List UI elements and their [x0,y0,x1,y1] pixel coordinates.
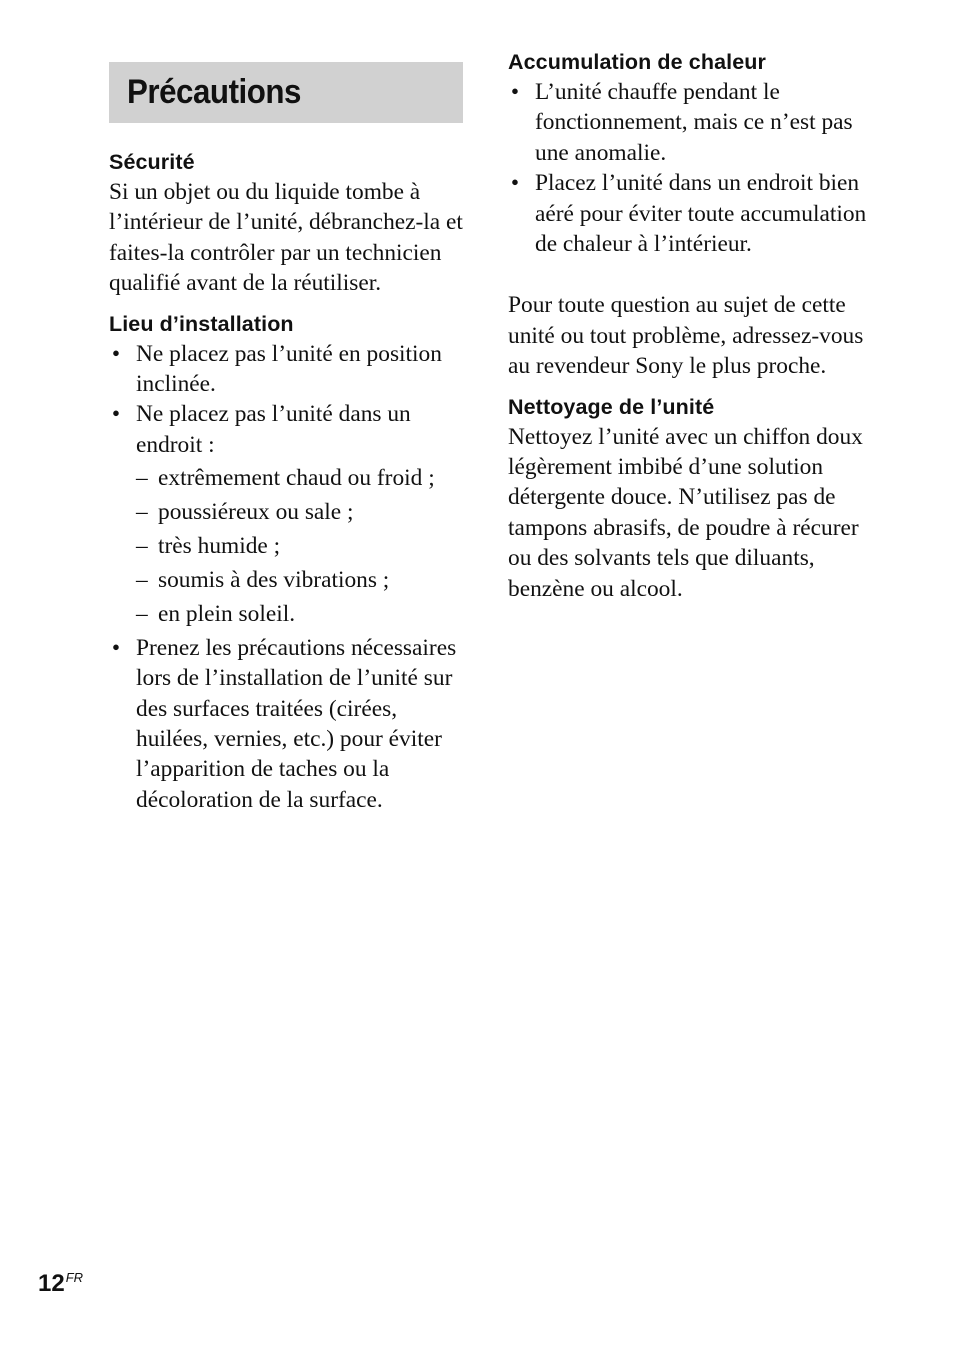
contact-paragraph: Pour toute question au sujet de cette unité ou tout problème, adressez-vous au revendeur Sony le plus proche. [508,292,864,380]
bullet-icon: • [111,634,121,661]
dash-icon: – [136,533,148,560]
chaleur-list [508,77,868,259]
sub-list-item [109,463,442,493]
section-heading-chaleur: Accumulation de chaleur [508,50,766,74]
sub-list-item [109,531,442,561]
sub-list-item-text: soumis à des vibrations ; [158,566,390,593]
sub-list-item-text: en plein soleil. [158,600,296,627]
bullet-icon: • [111,340,121,367]
sub-list-item [109,565,442,595]
bullet-icon: • [111,401,121,428]
spacer [508,382,868,392]
list-item-text: L’unité chauffe pendant le fonctionnement, mais ce n’est pas une anomalie. [535,79,853,166]
right-column [508,47,868,604]
list-item-text: Ne placez pas l’unité en position inclinée. [136,340,442,398]
list-item-text: Placez l’unité dans un endroit bien aéré pour éviter toute accumulation de chaleur à l’intérieur. [535,170,867,258]
page-title-banner [109,62,463,123]
page-number-value: 12 [38,1270,65,1297]
bullet-icon: • [510,79,520,105]
sub-list-item-text: extrêmement chaud ou froid ; [158,465,435,492]
sub-list-item [109,497,442,527]
spacer [109,299,469,309]
dash-icon: – [136,465,148,492]
left-column [109,147,469,815]
sub-list [136,463,469,629]
section-heading-nettoyage: Nettoyage de l’unité [508,394,715,419]
list-item-text: Prenez les précautions nécessaires lors de l’installation de l’unité sur des surfaces traitées (cirées, huilées, vernies, etc.) pour éviter l’apparition de taches ou la décoloration de la surface. [136,634,457,813]
list-item [508,77,868,168]
page-number [38,1263,83,1299]
section-heading-securite: Sécurité [109,150,195,174]
spacer [508,259,868,290]
dash-icon: – [136,566,148,593]
nettoyage-paragraph: Nettoyez l’unité avec un chiffon doux légèrement imbibé d’une solution détergente douce. N’utilisez pas de tampons abrasifs, de poudre à récurer ou des solvants tels que diluants, benzène ou alcool. [508,423,863,602]
sub-list-item-text: très humide ; [158,533,281,560]
list-item [109,633,469,815]
list-item [508,168,868,259]
section-heading-installation: Lieu d’installation [109,311,294,336]
dash-icon: – [136,499,148,526]
page-title: Précautions [127,73,301,111]
list-item-text: Ne placez pas l’unité dans un endroit : [136,401,411,458]
installation-list [109,339,469,816]
securite-paragraph: Si un objet ou du liquide tombe à l’intérieur de l’unité, débranchez-la et faites-la contrôler par un technicien qualifié avant de la réutiliser. [109,179,463,297]
page-number-suffix: FR [65,1270,84,1285]
list-item [109,339,469,400]
sub-list-item-text: poussiéreux ou sale ; [158,499,354,526]
bullet-icon: • [510,170,520,197]
list-item [109,399,469,629]
dash-icon: – [136,600,148,627]
sub-list-item [109,599,442,629]
